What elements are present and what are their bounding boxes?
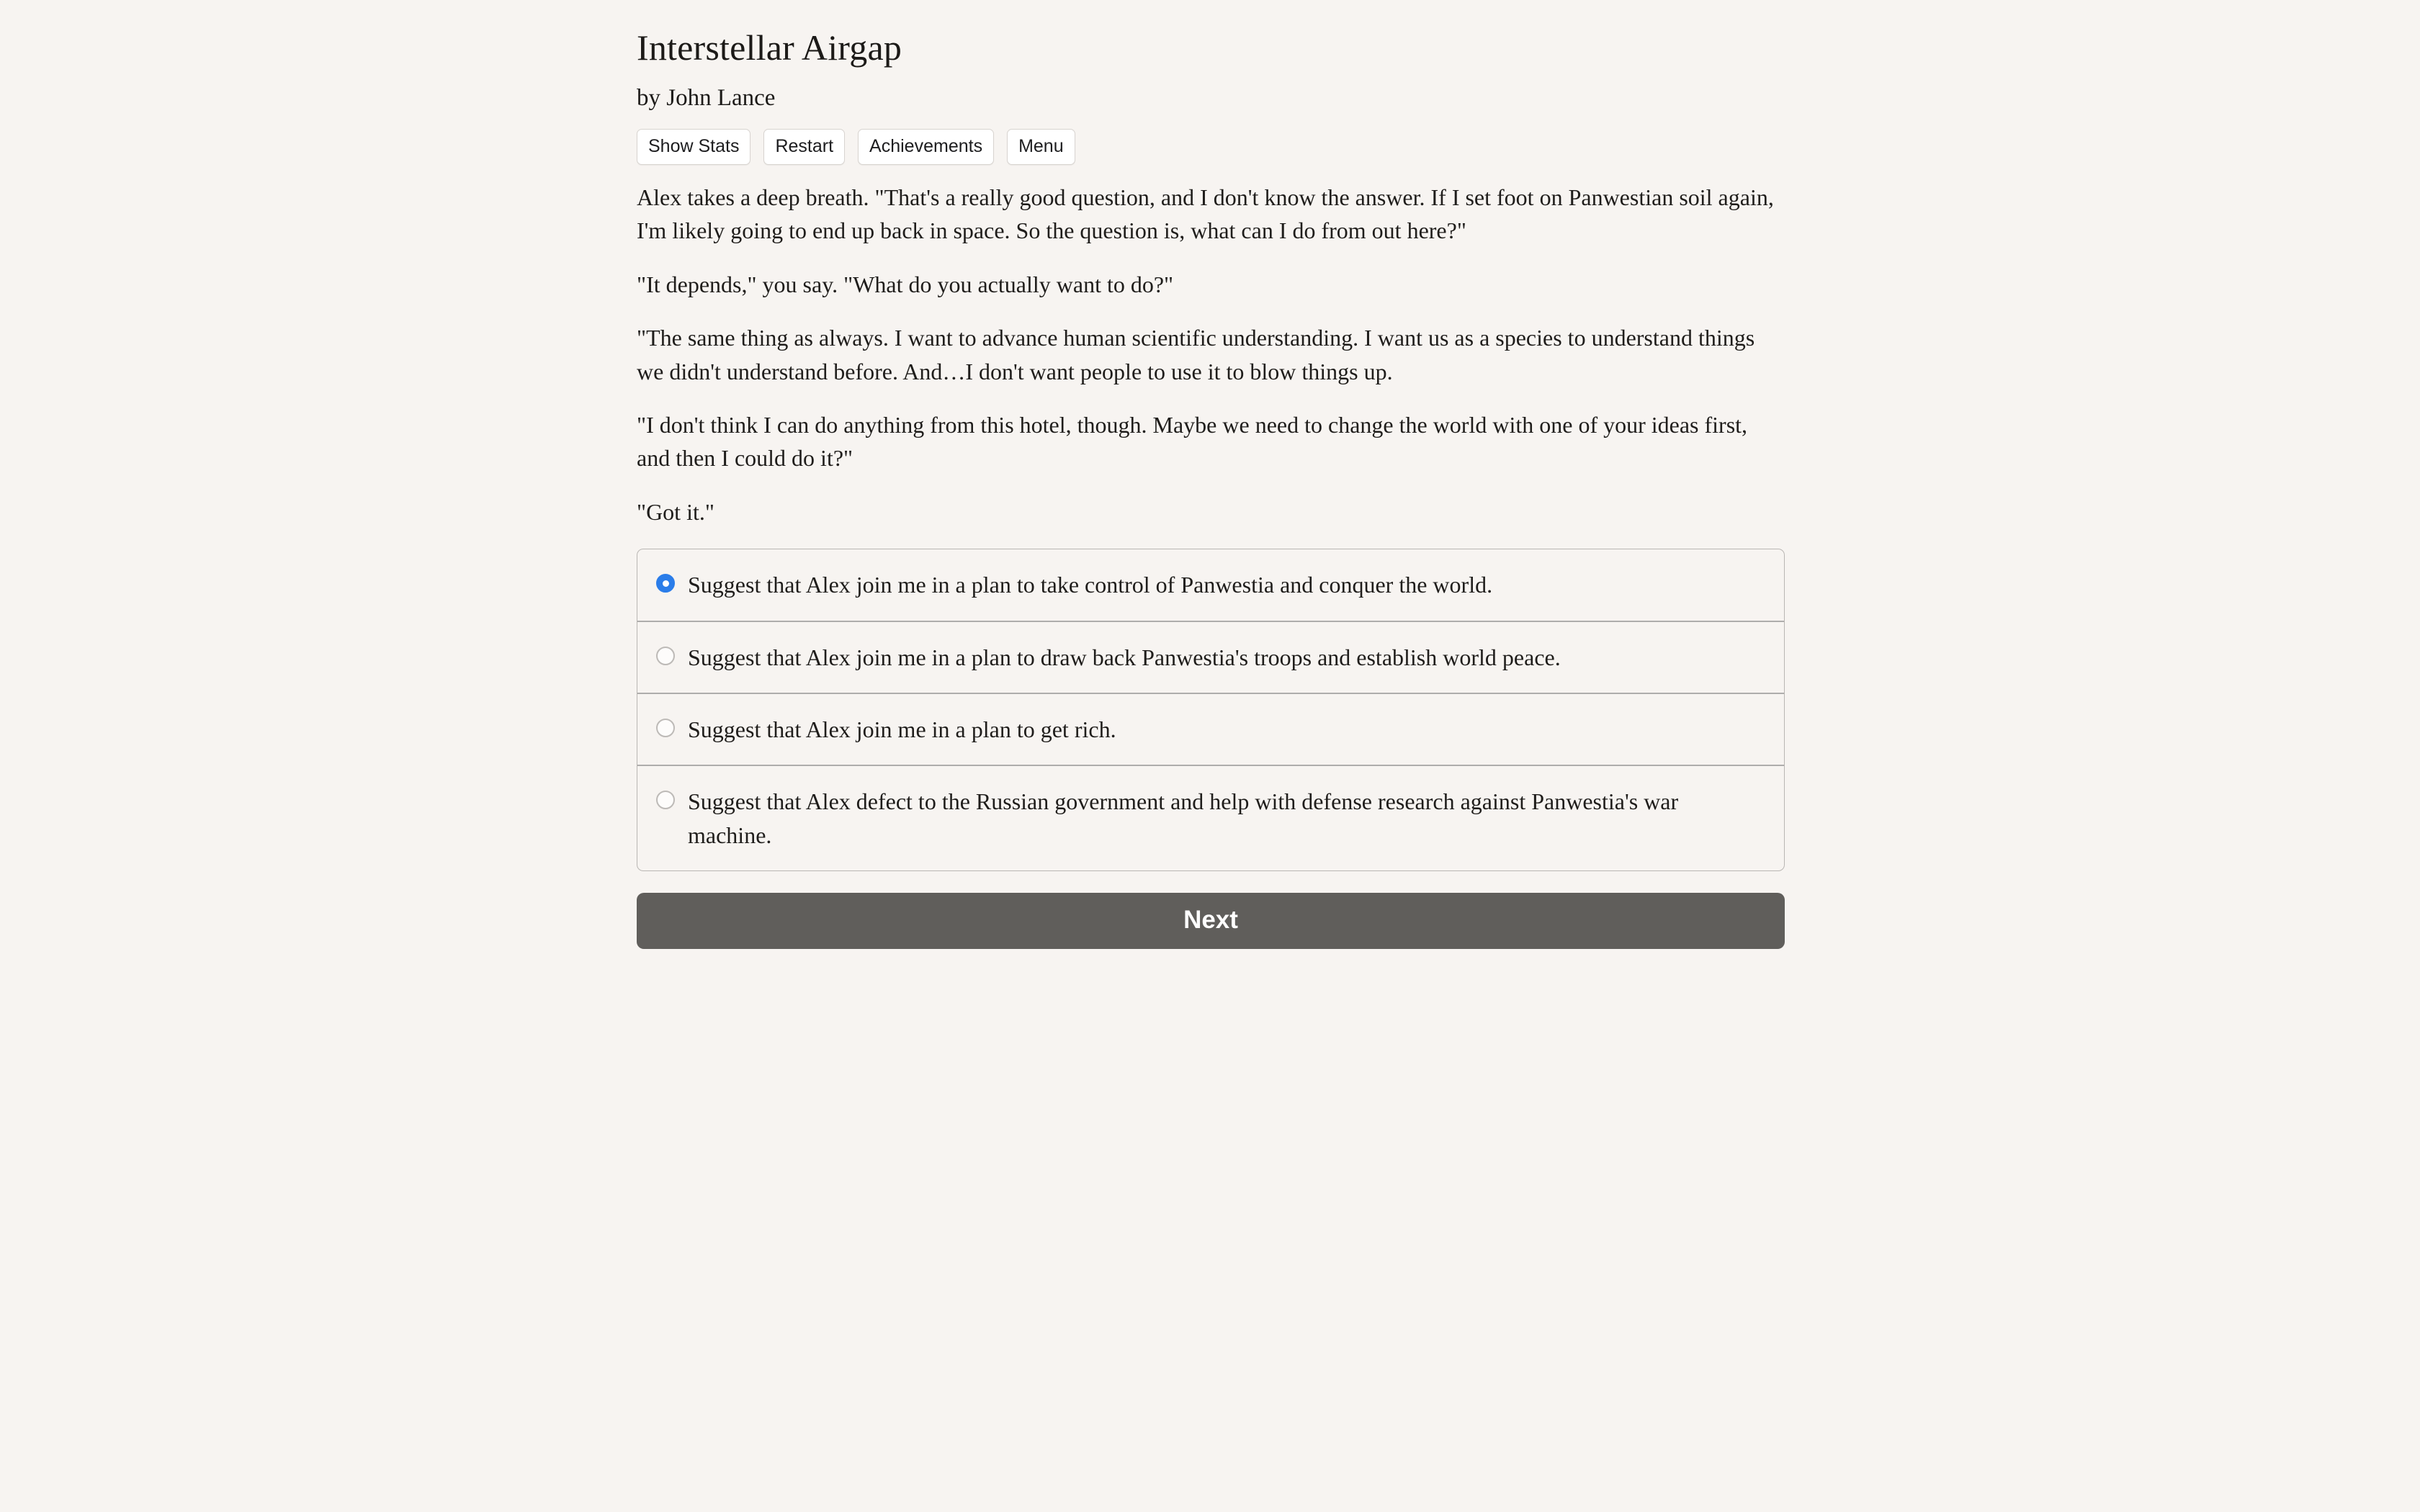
story-text [637,165,1786,528]
choice-label: Suggest that Alex defect to the Russian government and help with defense research against Panwestia's war machine. [688,788,1679,848]
radio-button-icon[interactable] [656,647,675,665]
achievements-button[interactable]: Achievements [858,129,994,165]
radio-button-icon[interactable] [656,791,675,809]
show-stats-button[interactable]: Show Stats [637,129,750,165]
page-title: Interstellar Airgap [637,27,902,68]
toolbar [637,112,1786,165]
choice-list [637,549,1785,871]
choice-option-1[interactable] [637,549,1784,621]
restart-button[interactable]: Restart [763,129,845,165]
choice-label: Suggest that Alex join me in a plan to take control of Panwestia and conquer the world. [688,572,1493,598]
choice-label: Suggest that Alex join me in a plan to draw back Panwestia's troops and establish world peace. [688,644,1561,670]
next-button[interactable]: Next [637,893,1785,949]
author-byline: by John Lance [637,85,776,111]
radio-button-icon[interactable] [656,574,675,593]
story-paragraph: Alex takes a deep breath. "That's a really good question, and I don't know the answer. If I set foot on Panwestian soil again, I'm likely going to end up back in space. So the question is, what can I do from out here?" [637,184,1774,244]
story-paragraph: "I don't think I can do anything from this hotel, though. Maybe we need to change the world with one of your ideas first, and then I could do it?" [637,411,1748,472]
choice-option-2[interactable] [637,622,1784,694]
story-paragraph: "The same thing as always. I want to advance human scientific understanding. I want us as a species to understand things we didn't understand before. And…I don't want people to use it to blow things up. [637,325,1755,384]
choice-label: Suggest that Alex join me in a plan to get rich. [688,716,1116,742]
story-paragraph: "Got it." [637,498,714,525]
choice-option-4[interactable] [637,766,1784,870]
story-paragraph: "It depends," you say. "What do you actually want to do?" [637,271,1174,297]
menu-button[interactable]: Menu [1007,129,1075,165]
choice-option-3[interactable] [637,694,1784,766]
radio-button-icon[interactable] [656,719,675,737]
content-container [637,0,1786,949]
